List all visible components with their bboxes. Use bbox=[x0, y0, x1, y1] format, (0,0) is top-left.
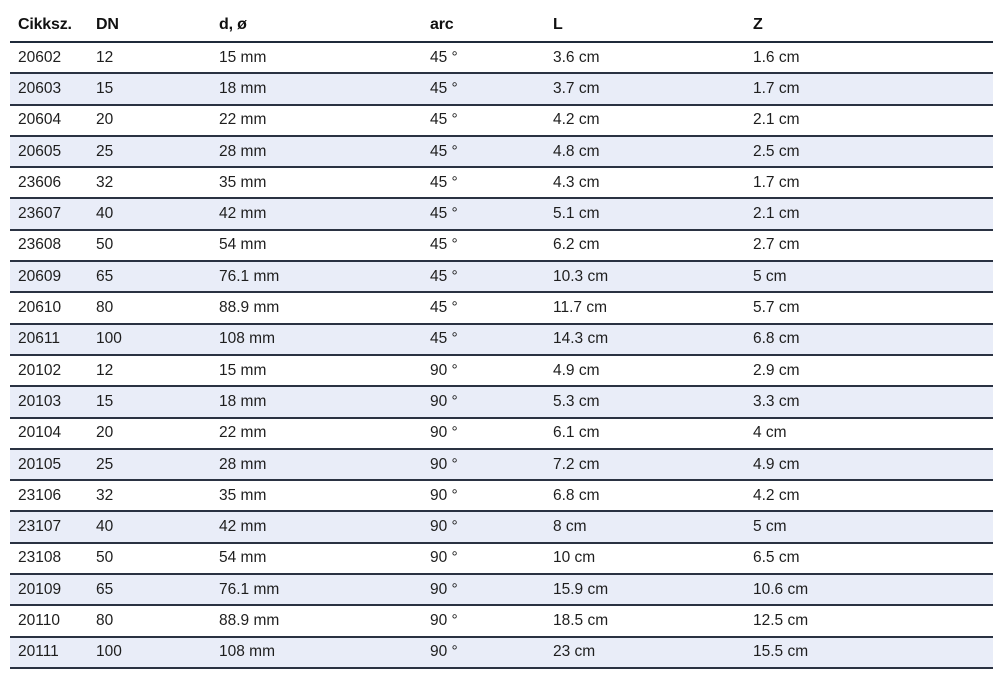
cikksz-cell: 23107 bbox=[18, 518, 62, 536]
z-cell: 6.8 cm bbox=[753, 330, 800, 348]
arc-cell: 90 ° bbox=[430, 424, 458, 442]
cikksz-cell: 20103 bbox=[18, 392, 62, 410]
table-row bbox=[10, 387, 993, 418]
diameter-cell: 76.1 mm bbox=[219, 580, 280, 598]
table-row bbox=[10, 638, 993, 669]
header-arc: arc bbox=[430, 15, 454, 33]
cikksz-cell: 23608 bbox=[18, 236, 62, 254]
dn-cell: 65 bbox=[96, 267, 114, 285]
table-row bbox=[10, 544, 993, 575]
diameter-cell: 108 mm bbox=[219, 643, 275, 661]
cikksz-cell: 23106 bbox=[18, 486, 62, 504]
z-cell: 15.5 cm bbox=[753, 643, 809, 661]
cikksz-cell: 20109 bbox=[18, 580, 62, 598]
z-cell: 1.7 cm bbox=[753, 79, 800, 97]
z-cell: 5 cm bbox=[753, 267, 787, 285]
diameter-cell: 54 mm bbox=[219, 236, 267, 254]
diameter-cell: 18 mm bbox=[219, 392, 267, 410]
z-cell: 3.3 cm bbox=[753, 392, 800, 410]
arc-cell: 90 ° bbox=[430, 549, 458, 567]
arc-cell: 90 ° bbox=[430, 580, 458, 598]
table-body bbox=[10, 43, 993, 669]
cikksz-cell: 20111 bbox=[18, 643, 59, 661]
diameter-cell: 88.9 mm bbox=[219, 299, 280, 317]
l-cell: 11.7 cm bbox=[553, 299, 607, 317]
table-row bbox=[10, 575, 993, 606]
arc-cell: 90 ° bbox=[430, 611, 458, 629]
diameter-cell: 108 mm bbox=[219, 330, 275, 348]
diameter-cell: 22 mm bbox=[219, 111, 267, 129]
dn-cell: 80 bbox=[96, 299, 114, 317]
table-row bbox=[10, 325, 993, 356]
l-cell: 6.2 cm bbox=[553, 236, 600, 254]
z-cell: 2.1 cm bbox=[753, 205, 800, 223]
diameter-cell: 28 mm bbox=[219, 455, 267, 473]
table-row bbox=[10, 231, 993, 262]
dn-cell: 25 bbox=[96, 142, 114, 160]
arc-cell: 90 ° bbox=[430, 518, 458, 536]
dn-cell: 20 bbox=[96, 111, 114, 129]
l-cell: 23 cm bbox=[553, 643, 596, 661]
cikksz-cell: 20611 bbox=[18, 330, 60, 348]
z-cell: 1.6 cm bbox=[753, 48, 800, 66]
z-cell: 2.7 cm bbox=[753, 236, 800, 254]
diameter-cell: 15 mm bbox=[219, 361, 267, 379]
table-row bbox=[10, 43, 993, 74]
l-cell: 3.6 cm bbox=[553, 48, 600, 66]
z-cell: 1.7 cm bbox=[753, 173, 800, 191]
z-cell: 6.5 cm bbox=[753, 549, 800, 567]
diameter-cell: 28 mm bbox=[219, 142, 267, 160]
cikksz-cell: 23108 bbox=[18, 549, 62, 567]
dn-cell: 32 bbox=[96, 486, 114, 504]
table-row bbox=[10, 450, 993, 481]
z-cell: 12.5 cm bbox=[753, 611, 809, 629]
arc-cell: 90 ° bbox=[430, 455, 458, 473]
dn-cell: 65 bbox=[96, 580, 114, 598]
table-row bbox=[10, 199, 993, 230]
arc-cell: 45 ° bbox=[430, 205, 458, 223]
l-cell: 6.8 cm bbox=[553, 486, 600, 504]
cikksz-cell: 20105 bbox=[18, 455, 62, 473]
dn-cell: 15 bbox=[96, 392, 114, 410]
arc-cell: 45 ° bbox=[430, 79, 458, 97]
diameter-cell: 35 mm bbox=[219, 486, 267, 504]
arc-cell: 45 ° bbox=[430, 48, 458, 66]
diameter-cell: 15 mm bbox=[219, 48, 267, 66]
cikksz-cell: 20603 bbox=[18, 79, 62, 97]
header-l: L bbox=[553, 15, 563, 33]
z-cell: 4.2 cm bbox=[753, 486, 800, 504]
cikksz-cell: 20610 bbox=[18, 299, 62, 317]
table-row bbox=[10, 293, 993, 324]
dn-cell: 12 bbox=[96, 48, 114, 66]
cikksz-cell: 20604 bbox=[18, 111, 62, 129]
z-cell: 2.1 cm bbox=[753, 111, 800, 129]
arc-cell: 45 ° bbox=[430, 330, 458, 348]
z-cell: 10.6 cm bbox=[753, 580, 809, 598]
l-cell: 5.1 cm bbox=[553, 205, 600, 223]
table-row bbox=[10, 74, 993, 105]
dn-cell: 15 bbox=[96, 79, 114, 97]
z-cell: 4 cm bbox=[753, 424, 787, 442]
product-table bbox=[10, 8, 993, 669]
arc-cell: 45 ° bbox=[430, 267, 458, 285]
dn-cell: 50 bbox=[96, 549, 114, 567]
table-row bbox=[10, 606, 993, 637]
diameter-cell: 54 mm bbox=[219, 549, 267, 567]
header-diameter: d, ø bbox=[219, 15, 247, 33]
dn-cell: 100 bbox=[96, 330, 122, 348]
dn-cell: 40 bbox=[96, 518, 114, 536]
dn-cell: 32 bbox=[96, 173, 114, 191]
l-cell: 4.8 cm bbox=[553, 142, 600, 160]
dn-cell: 80 bbox=[96, 611, 114, 629]
cikksz-cell: 20605 bbox=[18, 142, 62, 160]
arc-cell: 90 ° bbox=[430, 643, 458, 661]
arc-cell: 45 ° bbox=[430, 236, 458, 254]
l-cell: 4.9 cm bbox=[553, 361, 600, 379]
diameter-cell: 22 mm bbox=[219, 424, 267, 442]
cikksz-cell: 20609 bbox=[18, 267, 62, 285]
l-cell: 14.3 cm bbox=[553, 330, 609, 348]
l-cell: 8 cm bbox=[553, 518, 587, 536]
table-row bbox=[10, 512, 993, 543]
table-row bbox=[10, 168, 993, 199]
cikksz-cell: 23606 bbox=[18, 173, 62, 191]
dn-cell: 40 bbox=[96, 205, 114, 223]
arc-cell: 45 ° bbox=[430, 142, 458, 160]
l-cell: 6.1 cm bbox=[553, 424, 600, 442]
table-row bbox=[10, 137, 993, 168]
arc-cell: 90 ° bbox=[430, 392, 458, 410]
diameter-cell: 42 mm bbox=[219, 205, 267, 223]
diameter-cell: 88.9 mm bbox=[219, 611, 280, 629]
arc-cell: 90 ° bbox=[430, 361, 458, 379]
l-cell: 7.2 cm bbox=[553, 455, 600, 473]
l-cell: 18.5 cm bbox=[553, 611, 609, 629]
z-cell: 4.9 cm bbox=[753, 455, 800, 473]
z-cell: 2.9 cm bbox=[753, 361, 800, 379]
header-cikksz: Cikksz. bbox=[18, 15, 72, 33]
cikksz-cell: 20110 bbox=[18, 611, 60, 629]
table-row bbox=[10, 262, 993, 293]
dn-cell: 12 bbox=[96, 361, 114, 379]
l-cell: 5.3 cm bbox=[553, 392, 600, 410]
dn-cell: 50 bbox=[96, 236, 114, 254]
l-cell: 3.7 cm bbox=[553, 79, 600, 97]
arc-cell: 45 ° bbox=[430, 299, 458, 317]
l-cell: 10 cm bbox=[553, 549, 596, 567]
cikksz-cell: 20104 bbox=[18, 424, 62, 442]
z-cell: 2.5 cm bbox=[753, 142, 800, 160]
diameter-cell: 35 mm bbox=[219, 173, 267, 191]
arc-cell: 45 ° bbox=[430, 111, 458, 129]
diameter-cell: 76.1 mm bbox=[219, 267, 280, 285]
diameter-cell: 18 mm bbox=[219, 79, 267, 97]
diameter-cell: 42 mm bbox=[219, 518, 267, 536]
dn-cell: 20 bbox=[96, 424, 114, 442]
cikksz-cell: 20602 bbox=[18, 48, 62, 66]
header-dn: DN bbox=[96, 15, 119, 33]
z-cell: 5 cm bbox=[753, 518, 787, 536]
table-row bbox=[10, 356, 993, 387]
table-row bbox=[10, 106, 993, 137]
z-cell: 5.7 cm bbox=[753, 299, 800, 317]
table-row bbox=[10, 481, 993, 512]
l-cell: 4.2 cm bbox=[553, 111, 600, 129]
dn-cell: 25 bbox=[96, 455, 114, 473]
header-z: Z bbox=[753, 15, 763, 33]
l-cell: 10.3 cm bbox=[553, 267, 609, 285]
cikksz-cell: 23607 bbox=[18, 205, 62, 223]
table-header bbox=[10, 8, 993, 43]
arc-cell: 90 ° bbox=[430, 486, 458, 504]
table-row bbox=[10, 419, 993, 450]
dn-cell: 100 bbox=[96, 643, 122, 661]
arc-cell: 45 ° bbox=[430, 173, 458, 191]
l-cell: 15.9 cm bbox=[553, 580, 609, 598]
cikksz-cell: 20102 bbox=[18, 361, 62, 379]
l-cell: 4.3 cm bbox=[553, 173, 600, 191]
